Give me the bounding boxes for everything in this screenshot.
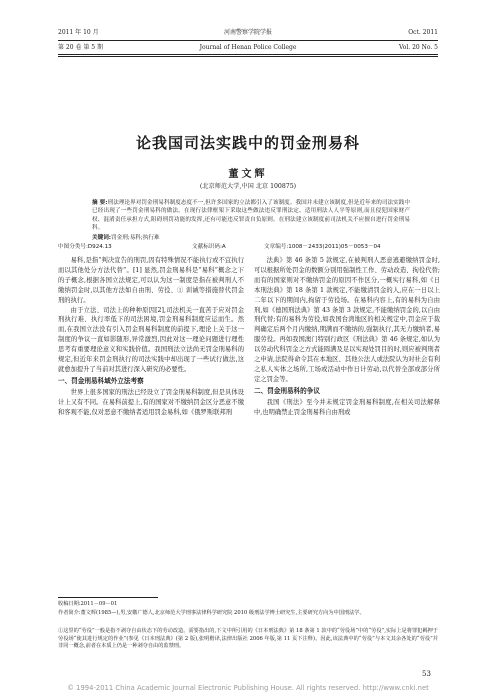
footnote-received: 收稿日期:2011－09－01 <box>58 601 118 607</box>
paragraph: 易科,是指“判决宣告的刑罚,因有特殊情况不能执行或不宜执行而以其他处分方法代替”。[1] 显然,罚金刑易科是“易科”概念之下的子概念,根据各国立法规定,可以认为这一制度是指在被判刑人不缴纳罚金时,以其他方法如自由刑、劳役、① 训诫等措施替代罚金刑的执行。 <box>58 257 244 304</box>
header-journal-cn: 河南警察学院学报 <box>223 29 272 36</box>
copyright-watermark: © 1994-2011 China Academic Journal Electronic Publishing House. All rights reserved. http://www.cnki.net <box>67 684 429 692</box>
paragraph: 由于立法、司法上的种种原因[2],司法机关一直苦于应对罚金刑执行难、执行率低下的司法困境,罚金刑易科制度应运而生。然而,在我国立法没有引入罚金刑易科制度的前提下,理论上关于这一制度的争议一直如影随形,异常激烈,因此对这一理论问题进行理性思考有重要理论意义和实践价值。我国刑法立法尚无罚金刑易科的规定,但近年来罚金刑执行的司法实践中却出现了一些试行做法,这就愈加提升了当前对其进行深入研究的必要性。 <box>58 306 244 373</box>
page-number: 53 <box>422 670 431 678</box>
header-rule-double-bottom <box>58 56 438 57</box>
header-journal-en: Journal of Henan Police College <box>199 44 297 51</box>
footnote-rule <box>58 597 158 598</box>
author-affiliation: (北京师范大学,中国 北京 100875) <box>199 183 297 190</box>
body-column-left <box>58 256 244 418</box>
article-title: 论我国司法实践中的罚金刑易科 <box>135 134 360 152</box>
keywords-text: 罚金刑;易科;执行难 <box>111 235 160 241</box>
header-date-en: Oct. 2011 <box>408 29 438 36</box>
paragraph: 我国《刑法》至今并未规定罚金刑易科制度,在相关司法解释中,也明确禁止罚金刑易科自由刑或 <box>254 398 440 416</box>
article-author: 董文辉 <box>228 169 268 180</box>
header-date: 2011 年 10 月 <box>58 29 99 36</box>
paragraph: 世界上很多国家的刑法已经设立了罚金刑易科制度,但是具体设计上又有不同。在易科前提上,有的国家对不缴纳罚金区分恶意不缴和客观不能,仅对恶意不缴纳者适用罚金易科,如《俄罗斯联邦刑 <box>58 388 244 416</box>
abstract-text: 刑法理论界对罚金刑易科制度态度不一,但许多国家的立法都引入了该制度。我国并未建立该制度,但是近年来的司法实践中已经出现了一些罚金刑易科的做法。在现行法律框架下采取这些做法违反罪刑法定、适用刑法人人平等原则,而且侵犯国家财产权、混淆责任承担方式,阻碍刑罚功能的发挥,还有可能违反罪责自负原则。在刑法建立该制度前司法机关不应擅自进行罚金刑易科。 <box>92 200 411 231</box>
header-rule <box>58 40 438 41</box>
header-volume-cn: 第 20 卷 第 5 期 <box>58 44 103 51</box>
abstract <box>92 199 410 232</box>
header-rule-double-top <box>58 54 438 55</box>
abstract-label: 摘 要: <box>92 200 108 206</box>
article-number: 文章编号:1008－2433(2011)05－0053－04 <box>264 244 381 250</box>
document-code: 文献标识码:A <box>192 244 226 250</box>
paragraph: 法典》第 46 条第 5 款规定,在被判刑人恶意逃避缴纳罚金时,可以根据所处罚金的数额分别用强制性工作、劳动改造、拘役代替;而有的国家则对不缴纳罚金的原因不作区分,一概实行易科,如《日本刑法典》第 18 条第 1 款规定,不能缴清罚金的人,应在一日以上二年以下的期间内,拘留于劳役场。在易科内容上,有的易科为自由刑,如《德国刑法典》第 43 条第 3 款规定,不能缴纳罚金的,以自由刑代替;有的易科为劳役,如我国台湾地区的相关规定中,罚金应于裁判确定后两个月内缴纳,期满而不缴纳的,强制执行,其无力缴纳者,易服劳役。再如我国澳门特别行政区《刑法典》第 46 条规定,如认为以劳动代科罚金之方式能圆满及足以实现处罚目的时,则应被判刑者之申请,法院得命令其在本地区、其他公法人或法院认为对社会有利之私人实体之场所,工场或活动中作日计劳动,以代替全部或部分所定之罚金等。 <box>254 257 440 383</box>
header-volume-en: Vol. 20 No. 5 <box>398 44 438 51</box>
footnote-1: ①这里的“劳役”一般是指不剥夺自由状态下的劳动改造。需要指出的,下文中所引用的《日本刑法典》第 18 条第 1 款中的“劳役场”中的“劳役”,实际上是将罪犯羁押于劳役场“使其进行规定的作业”(参见《日本刑法典》(第 2 版),张明楷译,法律出版社 2006 年版,第 11 页下注释)。因此,该法典中的“劳役”与本文其余各处的“劳役”并非同一概念,前者在本质上仍是一种剥夺自由的监禁刑。 <box>58 628 438 650</box>
clc-number: 中图分类号:D924.13 <box>58 244 112 250</box>
footnote-author-intro: 作者简介:董文辉(1985—),男,安徽广德人,北京师范大学刑事法律科学研究院 2010 级刑法学博士研究生,主要研究方向为中国刑法学。 <box>58 610 365 616</box>
section-heading: 一、罚金刑易科域外立法考察 <box>58 376 144 385</box>
section-heading: 二、罚金刑易科的争议 <box>254 386 320 395</box>
keywords <box>92 233 160 241</box>
keywords-label: 关键词: <box>92 235 112 241</box>
body-column-right <box>254 256 440 418</box>
